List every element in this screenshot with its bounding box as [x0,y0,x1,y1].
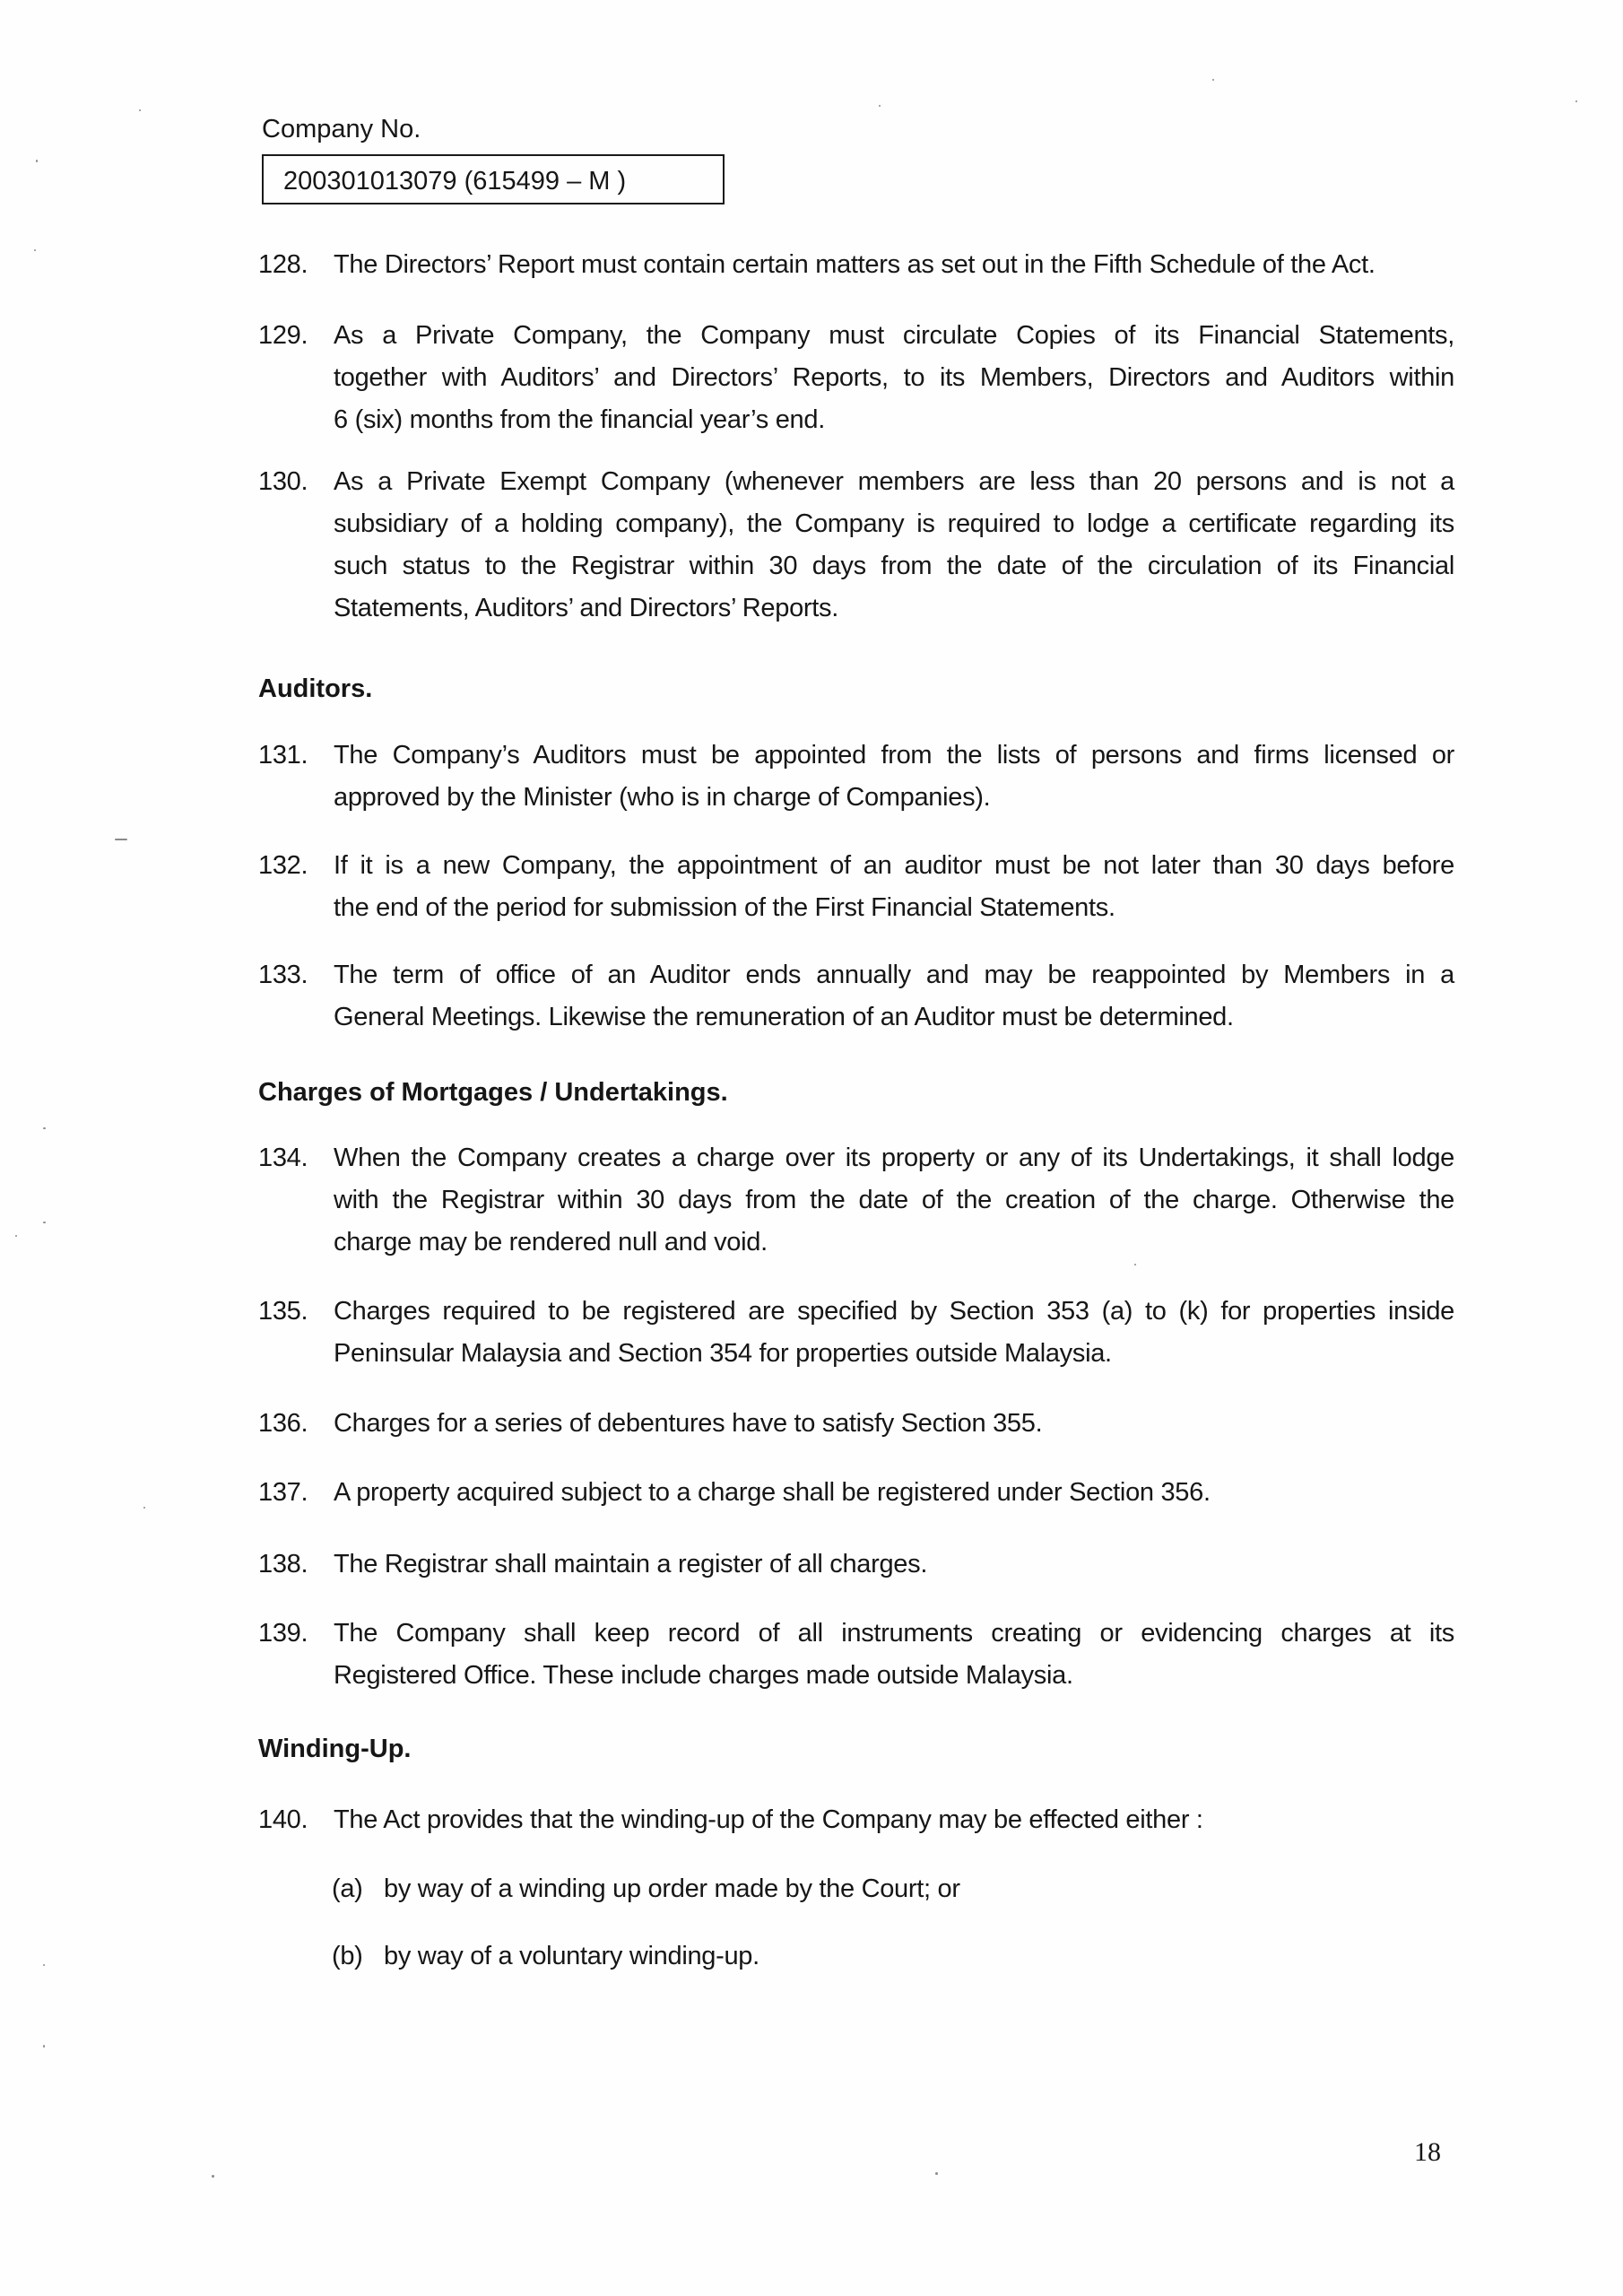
subclause-label: (b) [332,1942,363,1970]
clause-number: 130. [258,467,308,496]
clause-number: 135. [258,1297,308,1326]
clause-text: Charges required to be registered are specified by Section 353 (a) to (k) for properties inside Peninsular Malaysia and Section 354 for properties outside Malaysia. [334,1297,1454,1368]
clause-134 [258,1137,1454,1264]
clause-text: A property acquired subject to a charge shall be registered under Section 356. [334,1478,1211,1507]
scan-speck [43,1222,46,1223]
clause-text: The Company’s Auditors must be appointed from the lists of persons and firms licensed or approved by the Minister (who is in charge of Companies). [334,741,1454,812]
scan-speck [143,1507,145,1509]
clause-135 [258,1291,1454,1375]
subclause-a [332,1868,960,1910]
subclause-label: (a) [332,1874,363,1903]
clause-text: The Company shall keep record of all instruments creating or evidencing charges at its Registered Office. These include charges made outside Malaysia. [334,1619,1454,1690]
scan-speck [115,839,127,840]
section-heading-charges: Charges of Mortgages / Undertakings. [258,1078,728,1107]
clause-138 [258,1544,1454,1586]
clause-number: 137. [258,1478,308,1507]
clause-text: The Directors’ Report must contain certain matters as set out in the Fifth Schedule of the Act. [334,250,1376,279]
clause-133 [258,954,1454,1039]
clause-137 [258,1472,1454,1514]
scan-speck [879,105,881,107]
scan-speck [43,1127,46,1129]
scan-speck [15,1235,17,1237]
clause-136 [258,1403,1454,1445]
scan-speck [36,160,38,162]
clause-text: The Act provides that the winding-up of the Company may be effected either : [334,1805,1203,1834]
clause-number: 133. [258,961,308,989]
section-heading-winding-up: Winding-Up. [258,1735,412,1763]
scan-speck [1575,100,1577,102]
clause-text: The Registrar shall maintain a register of all charges. [334,1550,928,1578]
clause-139 [258,1613,1454,1697]
clause-128 [258,244,1454,286]
clause-number: 128. [258,250,308,279]
clause-text: When the Company creates a charge over its property or any of its Undertakings, it shall lodge with the Registrar within 30 days from the date of the creation of the charge. Otherwise the charge may be rendered null and void. [334,1144,1454,1257]
scan-speck [43,2045,45,2048]
clause-140 [258,1799,1454,1841]
clause-132 [258,845,1454,929]
clause-text: As a Private Exempt Company (whenever members are less than 20 persons and is not a subsidiary of a holding company), the Company is required to lodge a certificate regarding its such status to the Registrar within 30 days from the date of the circulation of its Financial Statements, Auditors’ and Directors’ Reports. [334,467,1454,622]
clause-text: The term of office of an Auditor ends annually and may be reappointed by Members in a General Meetings. Likewise the remuneration of an Auditor must be determined. [334,961,1454,1031]
clause-text: If it is a new Company, the appointment of an auditor must be not later than 30 days before the end of the period for submission of the First Financial Statements. [334,851,1454,922]
clause-number: 139. [258,1619,308,1648]
company-no-box [262,154,725,204]
clause-number: 131. [258,741,308,770]
clause-text: Charges for a series of debentures have to satisfy Section 355. [334,1409,1043,1438]
clause-130 [258,461,1454,630]
company-no-value: 200301013079 (615499 – M ) [283,167,627,196]
page-number: 18 [1414,2137,1441,2167]
subclause-text: by way of a winding up order made by the Court; or [384,1874,960,1903]
clause-number: 140. [258,1805,308,1834]
scan-speck [43,1964,45,1966]
clause-number: 134. [258,1144,308,1172]
clause-text: As a Private Company, the Company must circulate Copies of its Financial Statements, together with Auditors’ and Directors’ Reports, to its Members, Directors and Auditors within 6 (six) months from the financial year’s end. [334,321,1454,434]
clause-number: 138. [258,1550,308,1578]
company-no-label: Company No. [262,115,421,144]
clause-number: 136. [258,1409,308,1438]
scan-speck [1212,79,1214,81]
subclause-b [332,1935,759,1978]
scan-speck [212,2175,214,2178]
scan-speck [1134,1264,1136,1265]
clause-131 [258,735,1454,819]
clause-number: 132. [258,851,308,880]
scan-speck [34,249,36,251]
clause-number: 129. [258,321,308,350]
section-heading-auditors: Auditors. [258,674,373,703]
scan-speck [139,109,141,111]
subclause-text: by way of a voluntary winding-up. [384,1942,759,1970]
clause-129 [258,315,1454,441]
scan-speck [935,2172,938,2175]
